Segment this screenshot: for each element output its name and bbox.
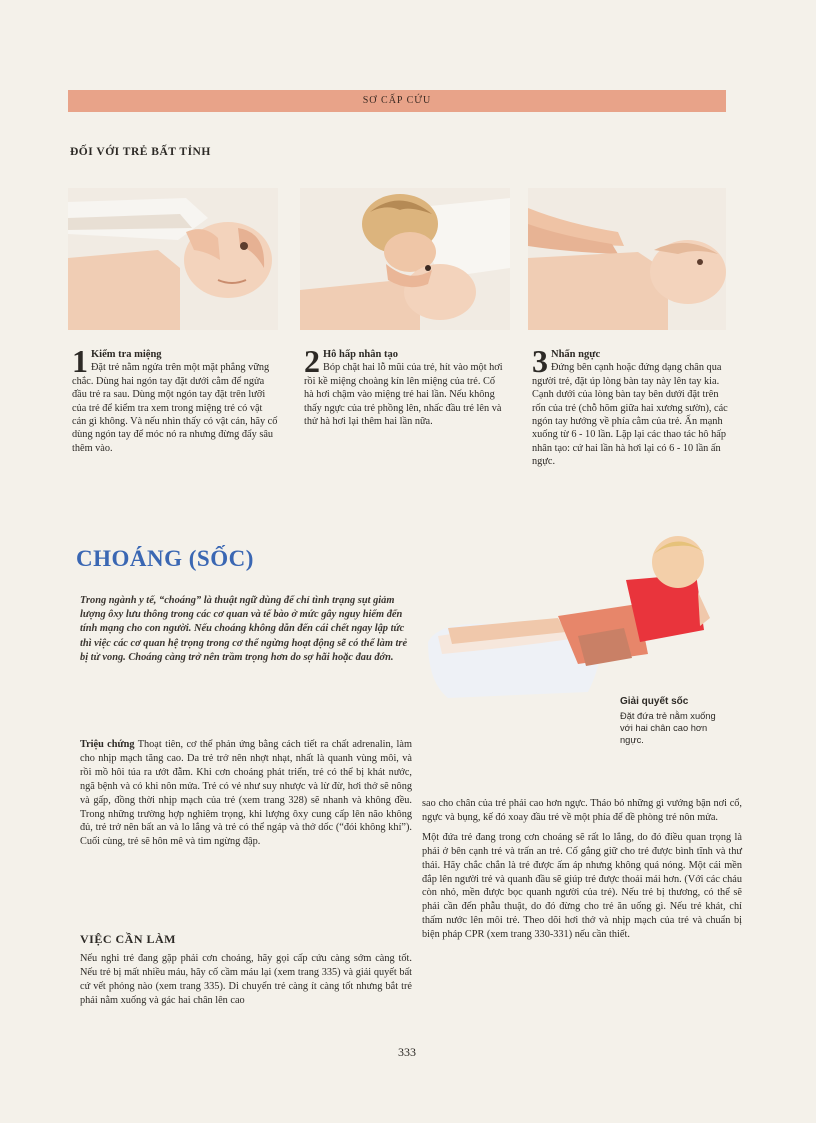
caption-text: Đặt đứa trẻ nằm xuống với hai chân cao hơn ngực.: [620, 711, 716, 745]
step-2-title: Hô hấp nhân tạo: [323, 349, 398, 360]
photo-caption: [620, 696, 730, 746]
intro-text: Trong ngành y tế, “choáng” là thuật ngữ dùng để chỉ tình trạng sụt giảm lượng ôxy lưu thông trong các cơ quan và tế bào ở mức gây nguy hiểm đến tính mạng cho con người. Nếu choáng không dẫn đến cái chết ngay lập tức thì việc các cơ quan hệ trọng trong cơ thể ngừng hoạt động sẽ có thể làm trẻ bị tử vong. Choáng càng trở nên trầm trọng hơn do sợ hãi hoặc đau đớn.: [80, 595, 408, 663]
todo-text: Nếu nghi trẻ đang gặp phải cơn choáng, hãy gọi cấp cứu càng sớm càng tốt. Nếu trẻ bị mất nhiều máu, hãy cố cầm máu lại (xem trang 335) và giải quyết bất cứ vết phỏng nào (xem trang 335). Di chuyển trẻ càng ít càng tốt nhưng bắt trẻ phải nằm xuống và gác hai chân lên cao: [80, 953, 412, 1006]
photo-rescue-breathing: [300, 188, 510, 330]
step-3-number: 3: [532, 343, 548, 379]
caption-title: Giải quyết sốc: [620, 696, 689, 707]
header-label: SƠ CẤP CỨU: [362, 95, 432, 106]
right-column: [422, 797, 742, 948]
main-title: CHOÁNG (SỐC): [76, 546, 254, 571]
step-2-text: Bóp chặt hai lỗ mũi của trẻ, hít vào một hơi rồi kề miệng choàng kín lên miệng của trẻ. Cố hà hơi chậm vào miệng trẻ hai lần. Nếu không thấy ngực của trẻ phồng lên, nhấc đầu trẻ lên và thử hà hơi lại thêm hai lần nữa.: [304, 362, 503, 428]
todo-column: [80, 952, 412, 1014]
symptoms-text: Thoạt tiên, cơ thể phản ứng bằng cách tiết ra chất adrenalin, làm cho nhịp mạch tăng cao. Da trẻ trở nên nhợt nhạt, nhất là quanh vùng môi, và rồi mồ hôi túa ra ướt đẫm. Khi cơn choáng phát triển, trẻ có thể bị khát nước, ngã bệnh và có khi nôn mửa. Trẻ có vẻ như suy nhược và lừ đừ, hơi thở sẽ nông và gấp, đồng thời nhịp mạch của trẻ (xem trang 328) sẽ nhanh và không đều. Trong những trường hợp nghiêm trọng, khi lượng ôxy cung cấp lên não không đủ, trẻ trở nên bất an và lo lắng và trẻ có thể ngáp và thở dốc (“đói không khí”). Cuối cùng, trẻ sẽ hôn mê và tim ngừng đập.: [80, 739, 412, 848]
photo-chest-compression: [528, 188, 726, 330]
step-3-title: Nhấn ngực: [551, 349, 601, 360]
step-1-text: Đặt trẻ nằm ngửa trên một mặt phẳng vững chắc. Dùng hai ngón tay đặt dưới cằm để ngửa đầu trẻ ra sau. Dùng một ngón tay đặt trên lưỡi của trẻ để kiểm tra xem trong miệng trẻ có vật cản gì không. Và nếu nhìn thấy có vật cản, hãy cố dùng ngón tay để móc nó ra nhưng đừng đẩy sâu thêm vào.: [72, 362, 278, 454]
step-1-title: Kiểm tra miệng: [91, 349, 162, 360]
step-3-text: Đứng bên cạnh hoặc đứng dạng chân qua người trẻ, đặt úp lòng bàn tay này lên tay kia. Cạnh dưới của lòng bàn tay bên dưới đặt trên rốn của trẻ (chỗ hõm giữa hai xương sườn), các ngón tay hướng về phía cằm của trẻ. Ấn mạnh xuống từ 6 - 10 lần. Lặp lại các thao tác hô hấp nhân tạo: cứ hai lần hà hơi lại có 6 - 10 lần ấn ngực.: [532, 362, 728, 468]
step-1: [72, 343, 278, 455]
step-2: [304, 343, 504, 428]
child-shock-photo: [428, 532, 728, 702]
step-2-number: 2: [304, 343, 320, 379]
header-bar: [68, 90, 726, 112]
left-column: [80, 738, 412, 855]
step-1-number: 1: [72, 343, 88, 379]
step-3: [532, 343, 728, 469]
right-paragraph-1: sao cho chân của trẻ phải cao hơn ngực. Tháo bỏ những gì vướng bận nơi cổ, ngực và bụng, kế đó xoay đầu trẻ về một phía để đề phòng trẻ nôn mửa.: [422, 798, 742, 823]
todo-heading: VIỆC CẦN LÀM: [80, 932, 176, 946]
photo-check-mouth: [68, 188, 278, 330]
symptoms-label: Triệu chứng: [80, 739, 135, 750]
symptoms-paragraph: [80, 738, 412, 849]
right-paragraph-2: Một đứa trẻ đang trong cơn choáng sẽ rất lo lắng, do đó điều quan trọng là phải ở bên cạnh trẻ và trấn an trẻ. Cố gắng giữ cho trẻ được bình tĩnh và thư thái. Hãy chắc chắn là trẻ được ấm áp nhưng không quá nóng. Một cái mền đắp lên người trẻ và quanh đầu sẽ giúp trẻ được thoải mái hơn. (Với các cháu còn nhỏ, mền được bọc quanh người của trẻ). Nếu trẻ bị thương, có thể sẽ phải cần đến phẫu thuật, do đó đừng cho trẻ ăn uống gì. Nếu trẻ khát, chỉ thấm nước lên môi trẻ. Theo dõi hơi thở và nhịp mạch của trẻ và chuẩn bị biện pháp CPR (xem trang 330-331) nếu cần thiết.: [422, 831, 742, 941]
section-heading: ĐỐI VỚI TRẺ BẤT TỈNH: [70, 146, 211, 158]
page-number: 333: [398, 1045, 416, 1059]
